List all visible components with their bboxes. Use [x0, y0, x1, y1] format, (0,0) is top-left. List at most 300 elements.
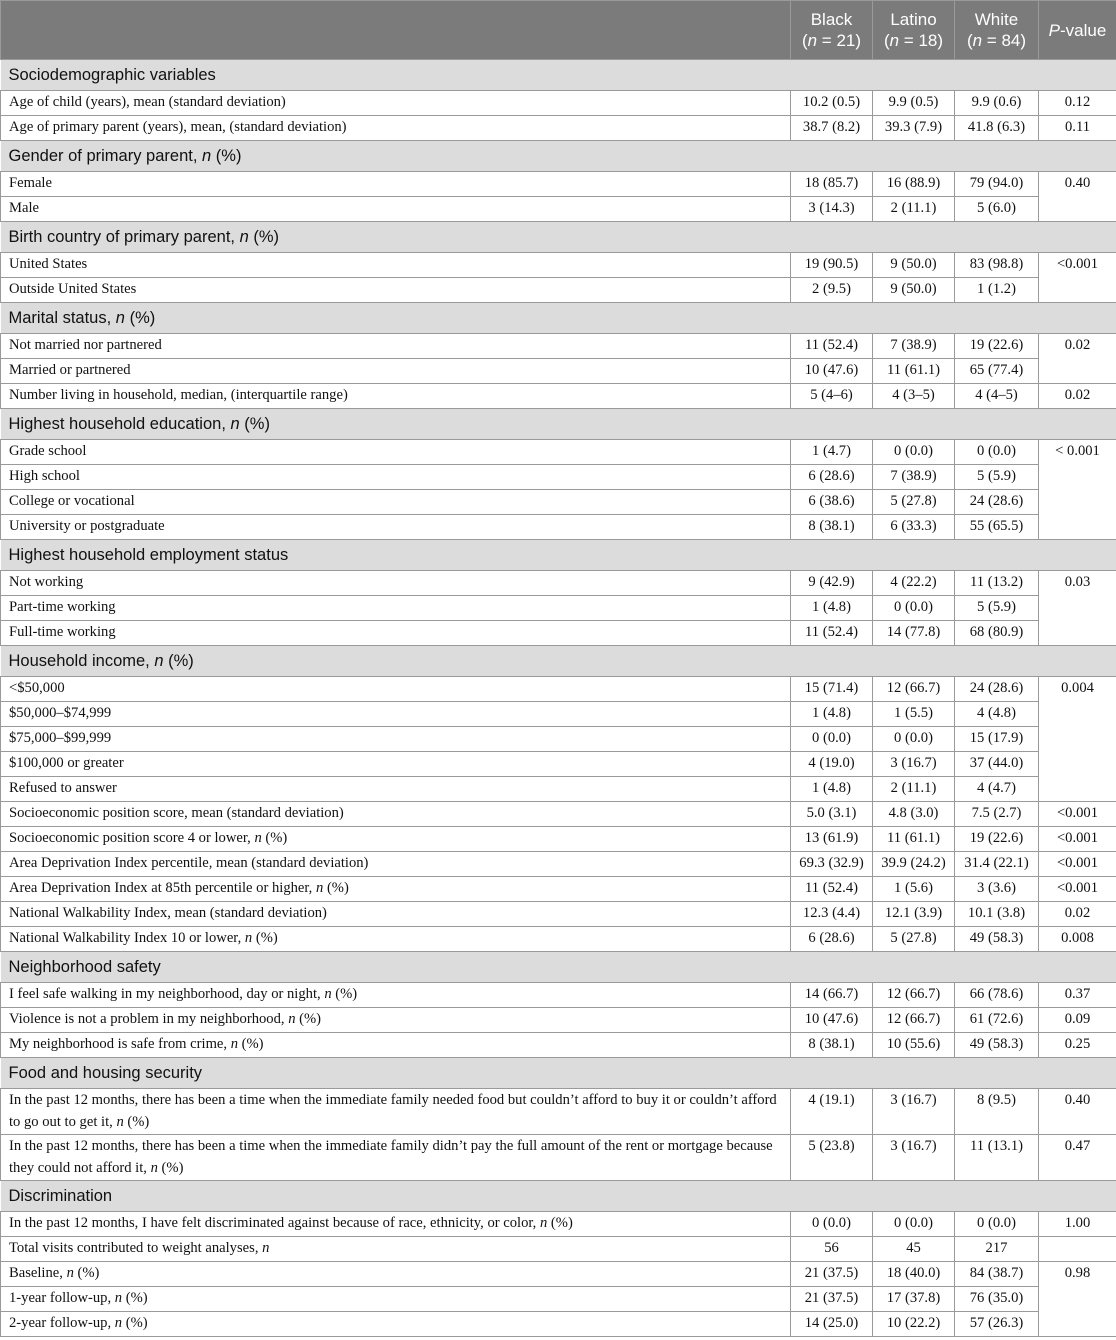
value-latino: 2 (11.1): [873, 777, 955, 802]
row-label: [1, 197, 791, 222]
value-white: 11 (13.1): [955, 1135, 1039, 1181]
p-value: 0.03: [1039, 571, 1116, 646]
section-title: [1, 409, 1116, 440]
table-row: [1, 197, 1116, 222]
row-label-text: Age of child (years), mean (standard deviation): [9, 94, 286, 110]
row-label-text: High school: [9, 468, 80, 484]
row-label-text: University or postgraduate: [9, 518, 165, 534]
row-label: [1, 1312, 791, 1337]
row-label-suffix: (%): [299, 1011, 322, 1027]
n-symbol: n: [239, 228, 249, 246]
value-white: 68 (80.9): [955, 621, 1039, 646]
value-white: 5 (5.9): [955, 465, 1039, 490]
row-label-text: Not married nor partnered: [9, 337, 162, 353]
value-latino: 9 (50.0): [873, 253, 955, 278]
value-latino: 6 (33.3): [873, 515, 955, 540]
p-value: 0.02: [1039, 902, 1116, 927]
row-label-suffix: (%): [265, 830, 288, 846]
p-value: 0.47: [1039, 1135, 1116, 1181]
n-symbol: n: [154, 652, 164, 670]
section-header-row: [1, 409, 1116, 440]
row-label: [1, 702, 791, 727]
row-label: [1, 1262, 791, 1287]
n-symbol: n: [114, 1290, 123, 1306]
value-white: 55 (65.5): [955, 515, 1039, 540]
value-white: 7.5 (2.7): [955, 802, 1039, 827]
row-label-text: United States: [9, 256, 88, 272]
row-label-text: My neighborhood is safe from crime,: [9, 1036, 231, 1052]
value-black: 10 (47.6): [791, 1008, 873, 1033]
row-label-text: Refused to answer: [9, 780, 117, 796]
p-value: 0.02: [1039, 334, 1116, 384]
row-label: [1, 1089, 791, 1135]
row-label-suffix: (%): [550, 1215, 573, 1231]
value-white: 66 (78.6): [955, 983, 1039, 1008]
row-label-text: Age of primary parent (years), mean, (standard deviation): [9, 119, 347, 135]
value-black: 10.2 (0.5): [791, 91, 873, 116]
n-symbol: n: [539, 1215, 548, 1231]
value-white: 4 (4.8): [955, 702, 1039, 727]
row-label-suffix: (%): [255, 930, 278, 946]
table-row: [1, 334, 1116, 359]
value-black: 5 (23.8): [791, 1135, 873, 1181]
value-latino: 10 (55.6): [873, 1033, 955, 1058]
table-row: [1, 278, 1116, 303]
row-label-text: <$50,000: [9, 680, 65, 696]
row-label-text: Outside United States: [9, 281, 137, 297]
header-white: White (n = 84): [955, 1, 1039, 60]
value-latino: 16 (88.9): [873, 172, 955, 197]
section-header-row: [1, 303, 1116, 334]
n-symbol: n: [324, 986, 332, 1002]
n-symbol: n: [230, 1036, 238, 1052]
p-value: 0.40: [1039, 1089, 1116, 1135]
section-header-row: [1, 1058, 1116, 1089]
value-white: 4 (4–5): [955, 384, 1039, 409]
section-label: Discrimination: [8, 1187, 113, 1205]
n-symbol: n: [114, 1315, 123, 1331]
row-label: [1, 253, 791, 278]
table-row: [1, 384, 1116, 409]
row-label: [1, 334, 791, 359]
value-white: 5 (6.0): [955, 197, 1039, 222]
row-label-text: Grade school: [9, 443, 87, 459]
row-label: [1, 983, 791, 1008]
value-white: 0 (0.0): [955, 1212, 1039, 1237]
row-label: [1, 802, 791, 827]
value-latino: 12 (66.7): [873, 983, 955, 1008]
value-black: 6 (28.6): [791, 927, 873, 952]
value-latino: 4 (22.2): [873, 571, 955, 596]
value-black: 1 (4.8): [791, 596, 873, 621]
value-latino: 9.9 (0.5): [873, 91, 955, 116]
value-black: 2 (9.5): [791, 278, 873, 303]
row-label-suffix: (%): [125, 1315, 148, 1331]
value-black: 18 (85.7): [791, 172, 873, 197]
value-white: 1 (1.2): [955, 278, 1039, 303]
row-label-text: In the past 12 months, I have felt discriminated against because of race, ethnicity, or color,: [9, 1215, 540, 1231]
value-white: 19 (22.6): [955, 827, 1039, 852]
p-value: <0.001: [1039, 802, 1116, 827]
value-black: 3 (14.3): [791, 197, 873, 222]
n-symbol: n: [202, 147, 212, 165]
value-black: 69.3 (32.9): [791, 852, 873, 877]
row-label: [1, 927, 791, 952]
value-latino: 7 (38.9): [873, 465, 955, 490]
p-value: <0.001: [1039, 877, 1116, 902]
value-black: 11 (52.4): [791, 877, 873, 902]
p-value: 0.02: [1039, 384, 1116, 409]
row-label: [1, 1033, 791, 1058]
section-label: Neighborhood safety: [8, 958, 161, 976]
section-label: Marital status,: [8, 309, 116, 327]
table-row: [1, 253, 1116, 278]
table-row: [1, 827, 1116, 852]
row-label: [1, 359, 791, 384]
value-latino: 10 (22.2): [873, 1312, 955, 1337]
value-latino: 39.9 (24.2): [873, 852, 955, 877]
table-row: [1, 777, 1116, 802]
value-white: 24 (28.6): [955, 490, 1039, 515]
value-white: 15 (17.9): [955, 727, 1039, 752]
table-row: [1, 621, 1116, 646]
n-symbol: n: [150, 1160, 158, 1176]
value-black: 10 (47.6): [791, 359, 873, 384]
row-label-text: Married or partnered: [9, 362, 131, 378]
row-label-text: Baseline,: [9, 1265, 67, 1281]
p-value: 0.25: [1039, 1033, 1116, 1058]
table-row: [1, 902, 1116, 927]
row-label: [1, 116, 791, 141]
value-white: 84 (38.7): [955, 1262, 1039, 1287]
header-p-value: P-value: [1039, 1, 1116, 60]
value-black: 4 (19.1): [791, 1089, 873, 1135]
row-label-suffix: (%): [125, 1290, 148, 1306]
table-row: [1, 983, 1116, 1008]
header-latino: Latino (n = 18): [873, 1, 955, 60]
value-white: 10.1 (3.8): [955, 902, 1039, 927]
table-header-row: [1, 1, 1116, 60]
value-black: 8 (38.1): [791, 515, 873, 540]
value-latino: 12 (66.7): [873, 1008, 955, 1033]
row-label: [1, 515, 791, 540]
row-label: [1, 384, 791, 409]
value-latino: 5 (27.8): [873, 927, 955, 952]
value-black: 5.0 (3.1): [791, 802, 873, 827]
row-label-text: Not working: [9, 574, 84, 590]
table-row: [1, 359, 1116, 384]
value-latino: 18 (40.0): [873, 1262, 955, 1287]
table-row: [1, 677, 1116, 702]
row-label: [1, 1008, 791, 1033]
section-label: Highest household employment status: [8, 546, 289, 564]
row-label-text: $75,000–$99,999: [9, 730, 112, 746]
value-black: 5 (4–6): [791, 384, 873, 409]
p-value: 0.09: [1039, 1008, 1116, 1033]
value-latino: 1 (5.5): [873, 702, 955, 727]
value-latino: 12.1 (3.9): [873, 902, 955, 927]
n-symbol: n: [244, 930, 253, 946]
table-row: [1, 571, 1116, 596]
row-label-text: Area Deprivation Index percentile, mean (standard deviation): [9, 855, 369, 871]
table-row: [1, 91, 1116, 116]
row-label-text: 1-year follow-up,: [9, 1290, 115, 1306]
table-row: [1, 1033, 1116, 1058]
section-title: [1, 60, 1116, 91]
n-symbol: n: [262, 1240, 270, 1256]
row-label: [1, 777, 791, 802]
value-latino: 7 (38.9): [873, 334, 955, 359]
row-label: [1, 465, 791, 490]
row-label-text: 2-year follow-up,: [9, 1315, 115, 1331]
row-label: [1, 1212, 791, 1237]
value-latino: 2 (11.1): [873, 197, 955, 222]
p-value: 0.008: [1039, 927, 1116, 952]
value-black: 12.3 (4.4): [791, 902, 873, 927]
table-row: [1, 877, 1116, 902]
section-title: [1, 952, 1116, 983]
n-symbol: n: [254, 830, 262, 846]
p-value: 0.12: [1039, 91, 1116, 116]
value-black: 13 (61.9): [791, 827, 873, 852]
value-black: 56: [791, 1237, 873, 1262]
value-black: 19 (90.5): [791, 253, 873, 278]
value-white: 11 (13.2): [955, 571, 1039, 596]
row-label-suffix: (%): [127, 1114, 150, 1130]
section-title: [1, 1181, 1116, 1212]
n-symbol: n: [230, 415, 240, 433]
p-value: 0.98: [1039, 1262, 1116, 1337]
section-label: Sociodemographic variables: [8, 66, 216, 84]
value-black: 14 (25.0): [791, 1312, 873, 1337]
value-black: 15 (71.4): [791, 677, 873, 702]
row-label-text: $50,000–$74,999: [9, 705, 112, 721]
table-row: [1, 172, 1116, 197]
section-header-row: [1, 141, 1116, 172]
row-label: [1, 440, 791, 465]
row-label: [1, 677, 791, 702]
n-symbol: n: [115, 309, 125, 327]
table-row: [1, 465, 1116, 490]
value-latino: 11 (61.1): [873, 359, 955, 384]
section-header-row: [1, 1181, 1116, 1212]
table-row: [1, 927, 1116, 952]
p-value: 0.11: [1039, 116, 1116, 141]
value-latino: 4.8 (3.0): [873, 802, 955, 827]
value-latino: 3 (16.7): [873, 752, 955, 777]
value-black: 9 (42.9): [791, 571, 873, 596]
table-row: [1, 1008, 1116, 1033]
value-white: 8 (9.5): [955, 1089, 1039, 1135]
table-row: [1, 727, 1116, 752]
row-label: [1, 902, 791, 927]
value-white: 61 (72.6): [955, 1008, 1039, 1033]
row-label-text: Socioeconomic position score 4 or lower,: [9, 830, 255, 846]
value-white: 49 (58.3): [955, 1033, 1039, 1058]
section-title: [1, 303, 1116, 334]
value-latino: 45: [873, 1237, 955, 1262]
value-latino: 3 (16.7): [873, 1135, 955, 1181]
value-white: 76 (35.0): [955, 1287, 1039, 1312]
value-black: 1 (4.7): [791, 440, 873, 465]
row-label: [1, 571, 791, 596]
row-label-suffix: (%): [335, 986, 358, 1002]
row-label-text: In the past 12 months, there has been a time when the immediate family needed food but couldn’t afford to buy it or couldn’t afford to go out to get it,: [9, 1092, 777, 1130]
value-black: 0 (0.0): [791, 727, 873, 752]
section-header-row: [1, 952, 1116, 983]
value-white: 41.8 (6.3): [955, 116, 1039, 141]
table-row: [1, 1089, 1116, 1135]
value-white: 83 (98.8): [955, 253, 1039, 278]
header-black: Black (n = 21): [791, 1, 873, 60]
row-label-text: Full-time working: [9, 624, 116, 640]
section-label: Food and housing security: [8, 1064, 203, 1082]
value-white: 4 (4.7): [955, 777, 1039, 802]
row-label-text: National Walkability Index 10 or lower,: [9, 930, 245, 946]
value-black: 11 (52.4): [791, 621, 873, 646]
section-label: Birth country of primary parent,: [8, 228, 240, 246]
section-suffix: (%): [215, 147, 242, 165]
row-label-text: In the past 12 months, there has been a time when the immediate family didn’t pay the full amount of the rent or mortgage because they could not afford it,: [9, 1138, 773, 1176]
row-label-text: Socioeconomic position score, mean (standard deviation): [9, 805, 344, 821]
row-label: [1, 596, 791, 621]
row-label-text: I feel safe walking in my neighborhood, day or night,: [9, 986, 325, 1002]
section-title: [1, 141, 1116, 172]
table-row: [1, 1212, 1116, 1237]
value-white: 19 (22.6): [955, 334, 1039, 359]
table-row: [1, 1237, 1116, 1262]
table-row: [1, 752, 1116, 777]
value-white: 0 (0.0): [955, 440, 1039, 465]
value-latino: 3 (16.7): [873, 1089, 955, 1135]
p-value: < 0.001: [1039, 440, 1116, 540]
row-label: [1, 852, 791, 877]
row-label: [1, 877, 791, 902]
value-black: 4 (19.0): [791, 752, 873, 777]
row-label-suffix: (%): [77, 1265, 100, 1281]
row-label-text: Total visits contributed to weight analyses,: [9, 1240, 263, 1256]
row-label-suffix: (%): [161, 1160, 184, 1176]
value-latino: 14 (77.8): [873, 621, 955, 646]
section-label: Household income,: [8, 652, 155, 670]
value-white: 217: [955, 1237, 1039, 1262]
table-row: [1, 490, 1116, 515]
row-label: [1, 1237, 791, 1262]
row-label: [1, 490, 791, 515]
value-black: 6 (28.6): [791, 465, 873, 490]
row-label: [1, 91, 791, 116]
value-white: 9.9 (0.6): [955, 91, 1039, 116]
table-row: [1, 702, 1116, 727]
n-symbol: n: [288, 1011, 296, 1027]
table-row: [1, 1287, 1116, 1312]
row-label-text: $100,000 or greater: [9, 755, 124, 771]
n-symbol: n: [116, 1114, 124, 1130]
table-body: [1, 60, 1116, 1337]
table-row: [1, 596, 1116, 621]
section-suffix: (%): [253, 228, 280, 246]
value-black: 0 (0.0): [791, 1212, 873, 1237]
section-suffix: (%): [244, 415, 270, 433]
value-white: 65 (77.4): [955, 359, 1039, 384]
p-value: 0.37: [1039, 983, 1116, 1008]
value-latino: 0 (0.0): [873, 727, 955, 752]
value-black: 14 (66.7): [791, 983, 873, 1008]
row-label-text: Number living in household, median, (interquartile range): [9, 387, 348, 403]
table-row: [1, 116, 1116, 141]
section-title: [1, 222, 1116, 253]
p-value: 1.00: [1039, 1212, 1116, 1237]
row-label-text: Violence is not a problem in my neighborhood,: [9, 1011, 289, 1027]
value-black: 21 (37.5): [791, 1262, 873, 1287]
table-row: [1, 802, 1116, 827]
table-row: [1, 440, 1116, 465]
p-value: <0.001: [1039, 253, 1116, 303]
table-row: [1, 1262, 1116, 1287]
value-black: 1 (4.8): [791, 777, 873, 802]
table-row: [1, 852, 1116, 877]
value-latino: 0 (0.0): [873, 440, 955, 465]
row-label: [1, 278, 791, 303]
value-white: 31.4 (22.1): [955, 852, 1039, 877]
p-value: [1039, 1237, 1116, 1262]
value-latino: 17 (37.8): [873, 1287, 955, 1312]
row-label: [1, 752, 791, 777]
value-latino: 4 (3–5): [873, 384, 955, 409]
row-label-suffix: (%): [326, 880, 349, 896]
p-value: <0.001: [1039, 852, 1116, 877]
p-value: 0.40: [1039, 172, 1116, 222]
row-label-text: Part-time working: [9, 599, 116, 615]
value-black: 1 (4.8): [791, 702, 873, 727]
section-label: Gender of primary parent,: [8, 147, 203, 165]
row-label: [1, 1135, 791, 1181]
value-white: 79 (94.0): [955, 172, 1039, 197]
table-row: [1, 1312, 1116, 1337]
section-suffix: (%): [129, 309, 156, 327]
row-label: [1, 621, 791, 646]
row-label-text: Female: [9, 175, 52, 191]
value-white: 5 (5.9): [955, 596, 1039, 621]
row-label-suffix: (%): [241, 1036, 264, 1052]
value-latino: 0 (0.0): [873, 1212, 955, 1237]
section-header-row: [1, 646, 1116, 677]
value-latino: 12 (66.7): [873, 677, 955, 702]
value-latino: 39.3 (7.9): [873, 116, 955, 141]
n-symbol: n: [315, 880, 324, 896]
value-white: 57 (26.3): [955, 1312, 1039, 1337]
section-suffix: (%): [168, 652, 194, 670]
value-black: 11 (52.4): [791, 334, 873, 359]
value-black: 21 (37.5): [791, 1287, 873, 1312]
row-label: [1, 727, 791, 752]
section-header-row: [1, 60, 1116, 91]
value-black: 8 (38.1): [791, 1033, 873, 1058]
table-row: [1, 1135, 1116, 1181]
section-header-row: [1, 540, 1116, 571]
section-title: [1, 646, 1116, 677]
section-title: [1, 540, 1116, 571]
value-latino: 0 (0.0): [873, 596, 955, 621]
value-white: 49 (58.3): [955, 927, 1039, 952]
header-empty-cell: [1, 1, 791, 60]
section-header-row: [1, 222, 1116, 253]
value-latino: 11 (61.1): [873, 827, 955, 852]
row-label-text: College or vocational: [9, 493, 135, 509]
value-black: 38.7 (8.2): [791, 116, 873, 141]
value-white: 37 (44.0): [955, 752, 1039, 777]
p-value: <0.001: [1039, 827, 1116, 852]
